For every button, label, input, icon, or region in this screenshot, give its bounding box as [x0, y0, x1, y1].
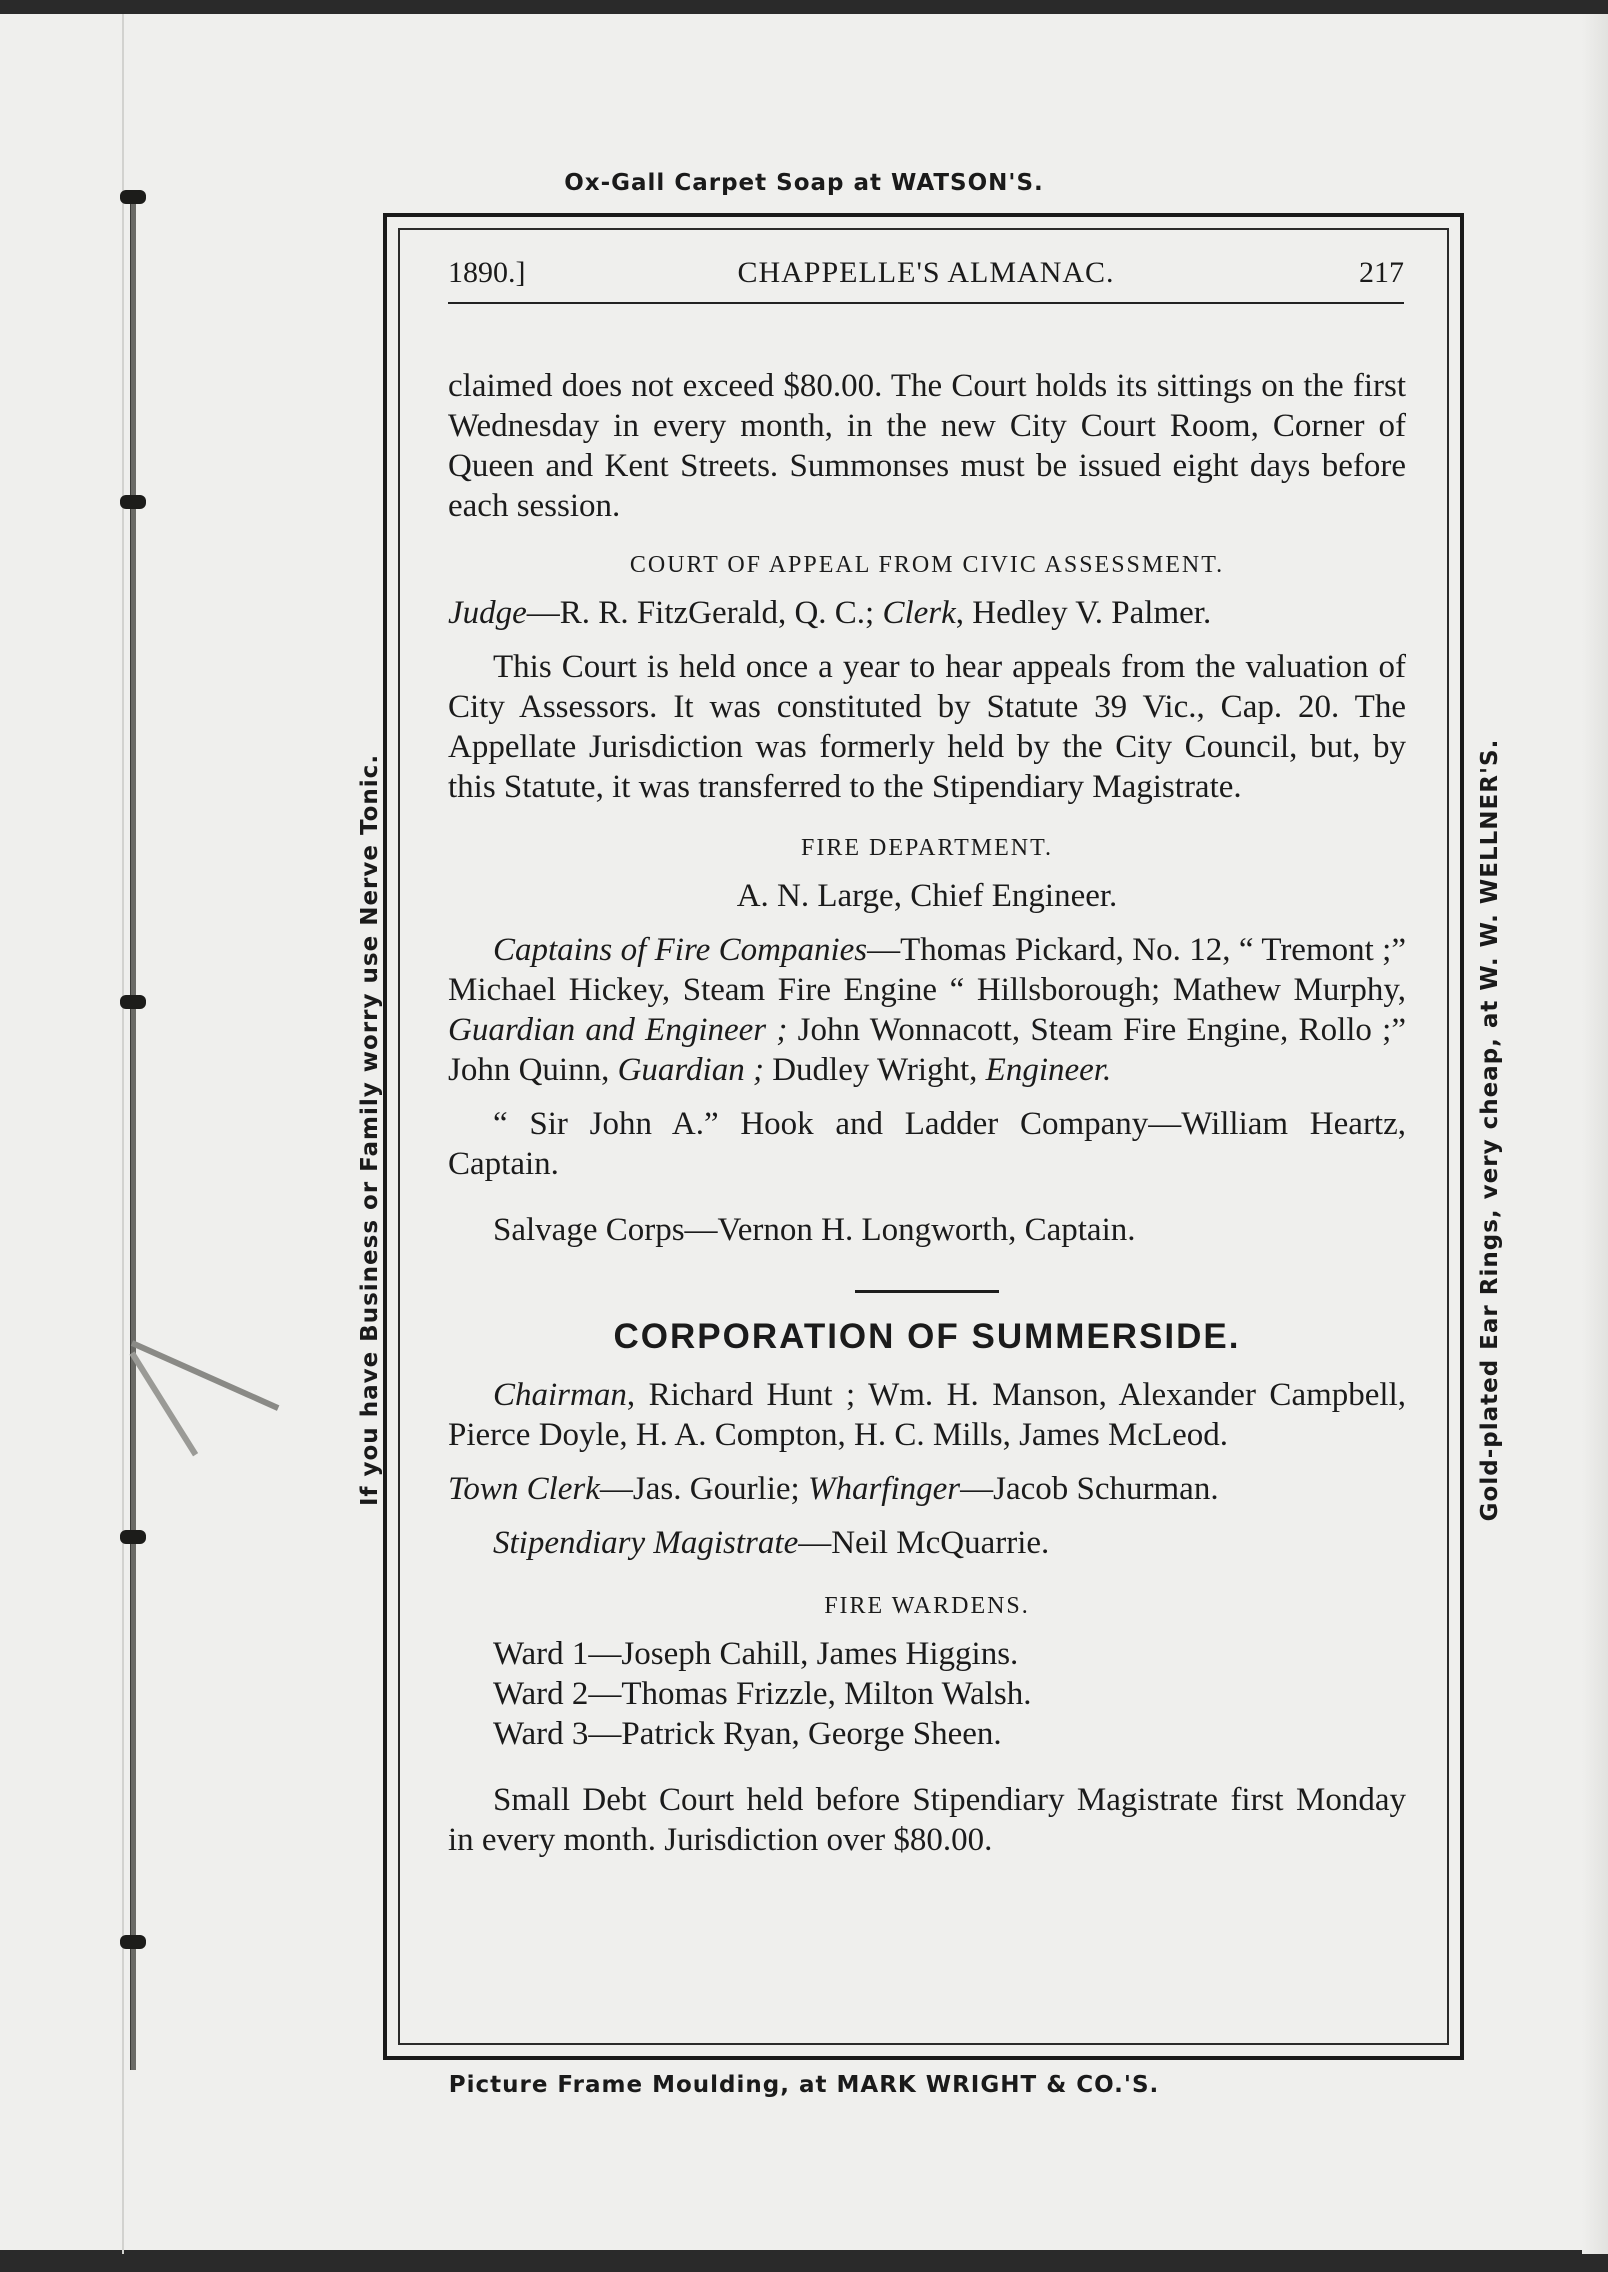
intro-paragraph: claimed does not exceed $80.00. The Court holds its sittings on the first Wednesday in every month, in the new City Court Room, Corner of Queen and Kent Streets. Summonses must be issued eight days before each session.	[448, 368, 1406, 524]
page-number: 217	[1359, 256, 1404, 289]
fire-wardens-heading: FIRE WARDENS.	[824, 1593, 1030, 1619]
clerk-label: Clerk	[882, 595, 956, 631]
running-head-year: 1890.]	[448, 256, 526, 289]
captains-text-2: John Wonnacott, Steam Fire Engine, Rollo ;” John Quinn,	[448, 1012, 1406, 1088]
ward-3: Ward 3—Patrick Ryan, George Sheen.	[493, 1716, 1002, 1752]
top-advertisement: Ox-Gall Carpet Soap at WATSON'S.	[564, 170, 1044, 196]
judge-label: Judge	[448, 595, 527, 631]
captains-text-3: Dudley Wright,	[763, 1052, 986, 1088]
magistrate-label: Stipendiary Magistrate	[493, 1525, 799, 1561]
appeal-heading: COURT OF APPEAL FROM CIVIC ASSESSMENT.	[629, 552, 1225, 578]
chief-engineer: A. N. Large, Chief Engineer.	[736, 878, 1118, 914]
binding-string	[118, 190, 158, 2070]
page-content	[448, 366, 1406, 1860]
page-bottom-edge	[0, 2250, 1608, 2272]
guardian-engineer: Guardian and Engineer ;	[448, 1012, 788, 1048]
appeal-officers	[448, 593, 1406, 633]
town-officers	[448, 1469, 1406, 1509]
right-advertisement: Gold-plated Ear Rings, very cheap, at W. W. WELLNER'S.	[1477, 738, 1503, 1522]
judge-text: —R. R. FitzGerald, Q. C.;	[526, 595, 883, 631]
fire-department-heading: FIRE DEPARTMENT.	[801, 835, 1053, 861]
magistrate-text: —Neil McQuarrie.	[798, 1525, 1050, 1561]
captains-label: Captains of Fire Companies	[493, 932, 868, 968]
engineer: Engineer.	[985, 1052, 1112, 1088]
bottom-advertisement: Picture Frame Moulding, at MARK WRIGHT & CO.'S.	[448, 2072, 1160, 2098]
binding-knot	[120, 495, 146, 509]
binding-knot	[120, 995, 146, 1009]
running-head	[448, 256, 1404, 304]
binding-knot	[120, 1530, 146, 1544]
summerside-heading: CORPORATION OF SUMMERSIDE.	[613, 1317, 1241, 1356]
magistrate-line	[448, 1523, 1406, 1563]
guardian: Guardian ;	[617, 1052, 764, 1088]
binding-knot	[120, 1935, 146, 1949]
salvage-corps: Salvage Corps—Vernon H. Longworth, Captain.	[493, 1212, 1136, 1248]
wharfinger-label: Wharfinger	[807, 1471, 961, 1507]
section-divider	[855, 1290, 999, 1293]
summerside-council	[448, 1375, 1406, 1455]
captains-text-1: —Thomas Pickard, No. 12, “ Tremont ;” Michael Hickey, Steam Fire Engine “ Hillsborough; Mathew Murphy,	[448, 932, 1406, 1008]
page-shadow	[1582, 14, 1608, 2254]
ward-2: Ward 2—Thomas Frizzle, Milton Walsh.	[493, 1676, 1032, 1712]
running-head-title: CHAPPELLE'S ALMANAC.	[737, 256, 1115, 289]
appeal-description: This Court is held once a year to hear appeals from the valuation of City Assessors. It was constituted by Statute 39 Vic., Cap. 20. The Appellate Jurisdiction was formerly held by the City Council, but, by this Statute, it was transferred to the Stipendiary Magistrate.	[448, 649, 1406, 805]
wharfinger-text: —Jacob Schurman.	[960, 1471, 1219, 1507]
binding-tassel	[131, 1340, 280, 1411]
clerk-text: , Hedley V. Palmer.	[955, 595, 1212, 631]
chairman-text: , Richard Hunt ; Wm. H. Manson, Alexander Campbell, Pierce Doyle, H. A. Compton, H. C. Mills, James McLeod.	[448, 1377, 1406, 1453]
town-clerk-text: —Jas. Gourlie;	[599, 1471, 808, 1507]
town-clerk-label: Town Clerk	[448, 1471, 600, 1507]
small-debt-court: Small Debt Court held before Stipendiary Magistrate first Monday in every month. Jurisdiction over $80.00.	[448, 1782, 1406, 1858]
captains-paragraph	[448, 930, 1406, 1090]
ward-1: Ward 1—Joseph Cahill, James Higgins.	[493, 1636, 1019, 1672]
chairman-label: Chairman	[493, 1377, 627, 1413]
left-advertisement: If you have Business or Family worry use Nerve Tonic.	[357, 753, 383, 1507]
page-top-edge	[0, 0, 1608, 14]
binding-cord	[130, 190, 136, 2070]
hook-ladder-paragraph: “ Sir John A.” Hook and Ladder Company—William Heartz, Captain.	[448, 1106, 1406, 1182]
